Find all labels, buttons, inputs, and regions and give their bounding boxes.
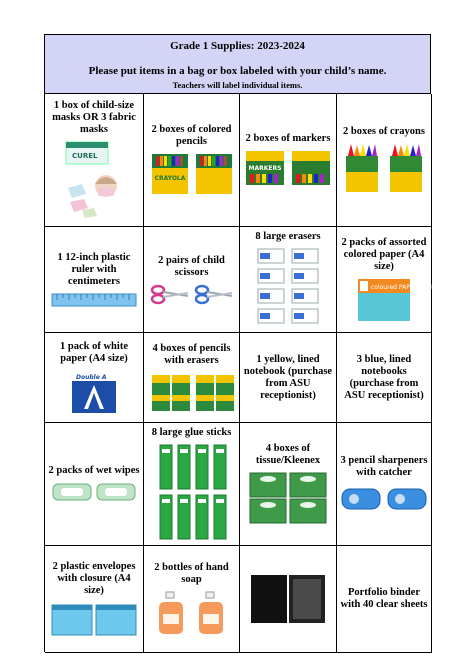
mask-box-label: CUREL <box>72 152 98 160</box>
supply-label: Portfolio binder with 40 clear sheets <box>340 587 428 610</box>
supply-cell-colored-paper <box>337 227 436 333</box>
envelopes-icon <box>50 601 138 637</box>
page-title: Grade 1 Supplies: 2023-2024 <box>170 40 305 52</box>
supply-label: 2 boxes of markers <box>245 133 331 144</box>
ruler-icon <box>51 292 137 308</box>
supply-cell-pencils <box>144 333 240 423</box>
supply-cell-colored-pencils <box>144 94 240 227</box>
supply-cell-crayons <box>337 94 432 227</box>
supply-label: 1 12-inch plastic ruler with centimeters <box>57 251 131 287</box>
instruction-text: Please put items in a bag or box labeled with your child’s name. <box>88 65 387 77</box>
supply-cell-glue-sticks <box>144 423 240 546</box>
supply-cell-envelopes <box>45 546 144 653</box>
supply-cell-sharpeners <box>337 423 432 546</box>
sharpeners-icon <box>340 483 428 513</box>
supply-label: 2 plastic envelopes with closure (A4 size) <box>52 561 136 596</box>
supply-label: 2 boxes of colored pencils <box>151 124 232 147</box>
supply-cell-scissors <box>144 227 240 333</box>
erasers-icon <box>256 247 320 327</box>
supply-cell-blue-notebooks <box>337 333 432 423</box>
wet-wipes-icon <box>51 481 137 503</box>
supply-cell-hand-soap <box>144 546 240 653</box>
supply-label: 2 packs of wet wipes <box>48 465 140 476</box>
supply-label: 1 pack of white paper (A4 size) <box>60 340 128 364</box>
binder-icon <box>249 571 327 627</box>
pencils-icon <box>150 371 234 413</box>
markers-icon <box>244 149 332 187</box>
pencil-box-label: CRAYOLA <box>154 175 185 182</box>
supply-label: 4 boxes of tissue/Kleenex <box>255 443 321 466</box>
masks-icon <box>64 140 124 220</box>
supply-cell-portfolio-binder <box>337 546 432 653</box>
supply-cell-masks <box>45 94 144 227</box>
supply-label: 1 yellow, lined notebook (purchase from ASU receptionist) <box>243 353 333 401</box>
header-banner <box>44 34 431 94</box>
supply-label: 3 pencil sharpeners with catcher <box>340 455 428 478</box>
scissors-icon <box>150 283 234 305</box>
supply-label: 2 packs of assorted colored paper (A4 size) <box>341 236 427 272</box>
supply-label: 3 blue, lined notebooks (purchase from ASU receptionist) <box>344 353 424 401</box>
paper-pack-label: coloured PAPER PACK <box>371 283 436 291</box>
supply-cell-tissues <box>240 423 337 546</box>
supply-cell-markers <box>240 94 337 227</box>
supply-label: 8 large erasers <box>255 231 321 242</box>
hand-soap-icon <box>153 590 231 636</box>
crayons-icon <box>342 142 426 194</box>
supply-list-sheet <box>44 34 436 652</box>
supply-label: 1 box of child-size masks OR 3 fabric masks <box>52 100 136 135</box>
paper-brand-label: Double A <box>76 373 107 381</box>
marker-box-label: MARKERS <box>248 165 282 172</box>
teacher-note: Teachers will label individual items. <box>172 80 303 90</box>
white-paper-icon <box>70 369 118 415</box>
colored-paper-icon <box>356 277 436 323</box>
supply-cell-yellow-notebook <box>240 333 337 423</box>
supply-cell-ruler <box>45 227 144 333</box>
supply-label: 4 boxes of pencils with erasers <box>152 342 231 366</box>
supply-cell-white-paper <box>45 333 144 423</box>
colored-pencils-icon <box>150 152 234 196</box>
supply-cell-erasers <box>240 227 337 333</box>
tissues-icon <box>248 471 328 525</box>
supply-cell-wet-wipes <box>45 423 144 546</box>
supply-grid <box>44 93 436 652</box>
supply-label: 2 pairs of child scissors <box>158 254 225 278</box>
supply-label: 8 large glue sticks <box>151 427 232 438</box>
supply-label: 2 bottles of hand soap <box>154 562 229 585</box>
glue-sticks-icon <box>156 443 228 543</box>
supply-label: 2 boxes of crayons <box>343 126 425 137</box>
supply-cell-binder-image <box>240 546 337 653</box>
